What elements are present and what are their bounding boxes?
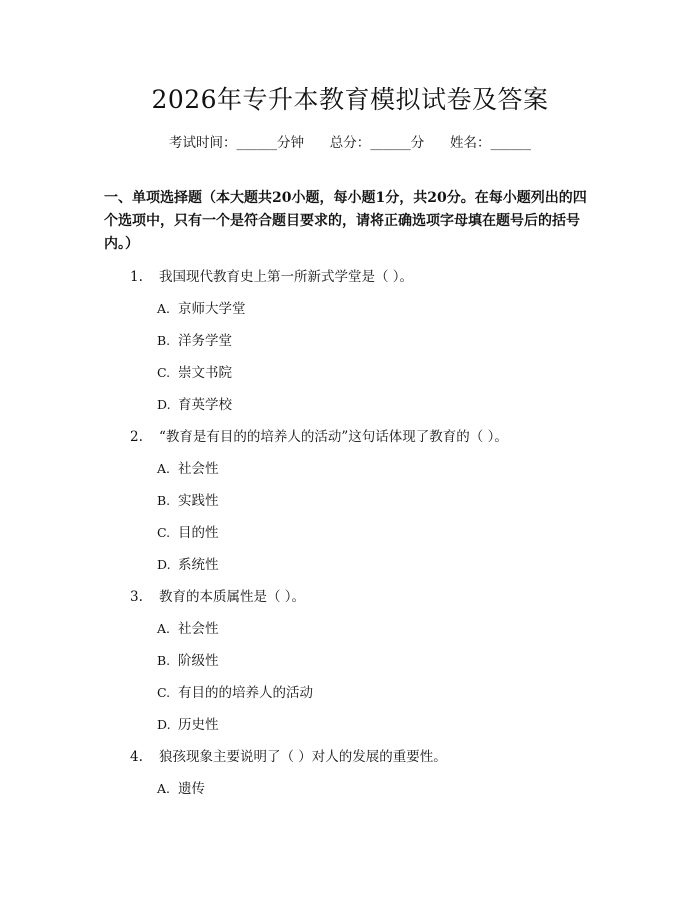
option-letter: A. (157, 301, 171, 316)
option-letter: B. (157, 653, 171, 668)
question-1-option-d (157, 393, 232, 413)
question-text: “教育是有目的的培养人的活动”这句话体现了教育的（ ）。 (159, 429, 508, 445)
question-2-option-b (157, 489, 219, 509)
option-text: 社会性 (178, 461, 219, 477)
option-letter: B. (157, 493, 171, 508)
question-text: 狼孩现象主要说明了（ ）对人的发展的重要性。 (159, 749, 447, 765)
question-number: 1. (130, 269, 143, 285)
option-text: 遗传 (178, 781, 205, 797)
option-text: 目的性 (178, 525, 219, 541)
option-letter: D. (157, 557, 171, 572)
question-text: 教育的本质属性是（ ）。 (159, 589, 306, 605)
option-letter: D. (157, 397, 171, 412)
option-text: 洋务学堂 (178, 333, 232, 349)
question-number: 3. (130, 589, 143, 605)
question-2-option-a (157, 457, 219, 477)
question-4 (130, 745, 447, 765)
question-1 (130, 265, 413, 285)
question-2-option-d (157, 553, 219, 573)
question-number: 4. (130, 749, 143, 765)
option-text: 有目的的培养人的活动 (178, 685, 313, 701)
question-2-option-c (157, 521, 219, 541)
option-text: 阶级性 (178, 653, 219, 669)
question-3-option-c (157, 681, 313, 701)
option-text: 历史性 (178, 717, 219, 733)
option-letter: B. (157, 333, 171, 348)
option-text: 系统性 (178, 557, 219, 573)
option-letter: A. (157, 781, 171, 796)
question-text: 我国现代教育史上第一所新式学堂是（ ）。 (159, 269, 414, 285)
question-1-option-c (157, 361, 232, 381)
question-3-option-d (157, 713, 219, 733)
question-2 (130, 425, 508, 445)
option-text: 实践性 (178, 493, 219, 509)
section-heading: 一、单项选择题（本大题共20小题，每小题1分，共20分。在每小题列出的四个选项中，只有一个是符合题目要求的，请将正确选项字母填在题号后的括号内。） (104, 190, 587, 252)
option-text: 社会性 (178, 621, 219, 637)
option-text: 育英学校 (178, 397, 232, 413)
question-3-option-a (157, 617, 219, 637)
question-number: 2. (130, 429, 143, 445)
option-text: 崇文书院 (178, 365, 232, 381)
question-3-option-b (157, 649, 219, 669)
question-1-option-b (157, 329, 232, 349)
option-text: 京师大学堂 (178, 301, 246, 317)
option-letter: D. (157, 717, 171, 732)
option-letter: A. (157, 461, 171, 476)
exam-info-line: 考试时间：______分钟 总分：______分 姓名：______ (169, 135, 531, 151)
option-letter: C. (157, 365, 171, 380)
question-1-option-a (157, 297, 246, 317)
question-4-option-a (157, 777, 205, 797)
option-letter: A. (157, 621, 171, 636)
page-title: 2026年专升本教育模拟试卷及答案 (151, 85, 549, 114)
question-3 (130, 585, 305, 605)
option-letter: C. (157, 525, 171, 540)
option-letter: C. (157, 685, 171, 700)
